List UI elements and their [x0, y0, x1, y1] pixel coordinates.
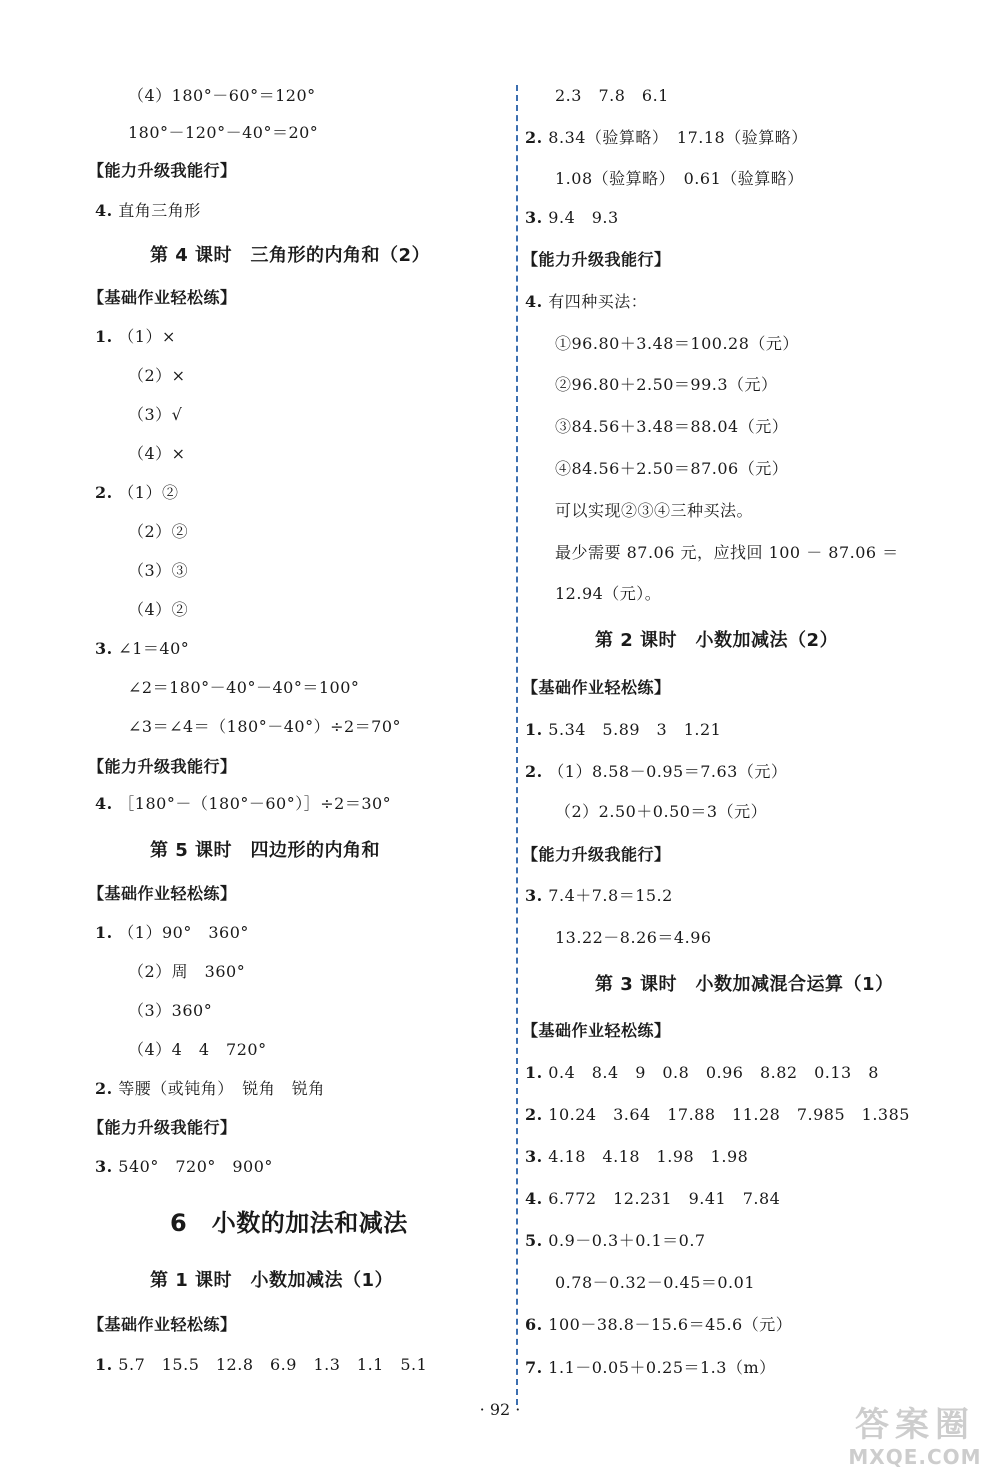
line-text: 等腰（或钝角） 锐角 锐角 [118, 1079, 325, 1098]
line-text: 13.22－8.26＝4.96 [555, 928, 712, 947]
line-text: 7.4＋7.8＝15.2 [548, 886, 673, 905]
answer-line [95, 638, 189, 660]
answer-line [555, 416, 788, 438]
line-text: （1）90° 360° [118, 923, 249, 942]
answer-line [95, 326, 176, 348]
answer-line [128, 599, 188, 621]
lesson-heading [150, 1270, 393, 1292]
line-text: ［180°－（180°－60°）］÷2＝30° [118, 794, 392, 813]
line-text: 2.3 7.8 6.1 [555, 86, 669, 105]
answer-line [128, 122, 318, 144]
line-text: 第 1 课时 小数加减法（1） [150, 1270, 394, 1291]
chapter-title [170, 1208, 408, 1238]
answer-line [128, 443, 186, 465]
answer-line [525, 127, 808, 149]
section-label [522, 1020, 671, 1042]
question-number: 4. [95, 201, 113, 220]
line-text: （3）360° [128, 1001, 213, 1020]
answer-line [128, 1000, 212, 1022]
line-text: 第 2 课时 小数加减法（2） [595, 630, 839, 651]
line-text: 【基础作业轻松练】 [88, 884, 237, 903]
lesson-heading [150, 840, 380, 862]
answer-line [128, 560, 188, 582]
answer-line [525, 1230, 706, 1252]
answer-line [95, 922, 249, 944]
line-text: 【基础作业轻松练】 [88, 1315, 237, 1334]
line-text: 【基础作业轻松练】 [522, 678, 671, 697]
answer-line [128, 404, 182, 426]
line-text: 4.18 4.18 1.98 1.98 [548, 1147, 749, 1166]
question-number: 1. [525, 1063, 543, 1082]
lesson-heading [595, 630, 838, 652]
column-divider [516, 85, 518, 1405]
line-text: ∠2＝180°－40°－40°＝100° [128, 678, 360, 697]
line-text: 10.24 3.64 17.88 11.28 7.985 1.385 [548, 1105, 910, 1124]
question-number: 2. [95, 483, 113, 502]
question-number: 3. [525, 208, 543, 227]
line-text: （3）√ [128, 405, 183, 424]
line-text: （4）× [128, 444, 186, 463]
answer-line [95, 793, 391, 815]
line-text: 540° 720° 900° [118, 1157, 273, 1176]
line-text: 最少需要 87.06 元，应找回 100 － 87.06 ＝ [555, 543, 899, 562]
line-text: 第 3 课时 小数加减混合运算（1） [595, 974, 894, 995]
answer-line [525, 1062, 879, 1084]
answer-line [128, 716, 401, 738]
answer-line [555, 583, 661, 605]
line-text: 0.9－0.3＋0.1＝0.7 [548, 1231, 706, 1250]
line-text: ④84.56＋2.50＝87.06（元） [555, 459, 789, 478]
line-text: （1）② [118, 483, 179, 502]
answer-line [95, 1156, 273, 1178]
line-text: 【能力升级我能行】 [88, 757, 237, 776]
line-text: （2）2.50＋0.50＝3（元） [555, 802, 768, 821]
section-label [88, 883, 237, 905]
line-text: 有四种买法： [548, 292, 648, 311]
answer-line [128, 521, 188, 543]
section-label [522, 677, 671, 699]
section-label [88, 756, 237, 778]
question-number: 1. [95, 923, 113, 942]
answer-line [525, 885, 673, 907]
answer-line [525, 291, 647, 313]
section-label [88, 1117, 237, 1139]
answer-line [555, 168, 804, 190]
answer-line [525, 1357, 776, 1379]
question-number: 3. [525, 1147, 543, 1166]
line-text: 可以实现②③④三种买法。 [555, 501, 754, 520]
line-text: 【能力升级我能行】 [522, 250, 671, 269]
line-text: 第 5 课时 四边形的内角和 [150, 840, 381, 861]
question-number: 5. [525, 1231, 543, 1250]
watermark-logo [840, 1405, 990, 1473]
answer-line [555, 374, 778, 396]
answer-line [555, 1272, 755, 1294]
answer-line [95, 1354, 427, 1376]
line-text: （2）× [128, 366, 186, 385]
answer-line [525, 1146, 748, 1168]
question-number: 4. [525, 292, 543, 311]
line-text: 9.4 9.3 [548, 208, 619, 227]
lesson-heading [595, 974, 894, 996]
question-number: 3. [95, 639, 113, 658]
lesson-heading [150, 245, 430, 267]
answer-line [555, 500, 753, 522]
line-text: （4）② [128, 600, 189, 619]
answer-line [525, 719, 721, 741]
answer-line [525, 1188, 780, 1210]
answer-line [128, 961, 245, 983]
question-number: 4. [95, 794, 113, 813]
answer-line [555, 85, 669, 107]
line-text: 1.1－0.05＋0.25＝1.3（m） [548, 1358, 776, 1377]
section-label [522, 844, 671, 866]
line-text: 第 4 课时 三角形的内角和（2） [150, 245, 431, 266]
section-label [88, 287, 237, 309]
answer-line [95, 482, 178, 504]
line-text: 直角三角形 [118, 201, 201, 220]
question-number: 6. [525, 1315, 543, 1334]
answer-line [555, 801, 767, 823]
line-text: （1）× [118, 327, 176, 346]
line-text: 0.4 8.4 9 0.8 0.96 8.82 0.13 8 [548, 1063, 879, 1082]
answer-line [525, 207, 619, 229]
page-number: · 92 · [479, 1400, 521, 1419]
line-text: 6.772 12.231 9.41 7.84 [548, 1189, 781, 1208]
question-number: 2. [525, 128, 543, 147]
line-text: ①96.80＋3.48＝100.28（元） [555, 334, 799, 353]
line-text: 100－38.8－15.6＝45.6（元） [548, 1315, 793, 1334]
line-text: ∠3＝∠4＝（180°－40°）÷2＝70° [128, 717, 402, 736]
line-text: （2）周 360° [128, 962, 246, 981]
answer-line [555, 542, 899, 564]
line-text: 【能力升级我能行】 [88, 161, 237, 180]
answer-line [525, 1104, 910, 1126]
line-text: （2）② [128, 522, 189, 541]
line-text: ③84.56＋3.48＝88.04（元） [555, 417, 789, 436]
question-number: 3. [525, 886, 543, 905]
line-text: （1）8.58－0.95＝7.63（元） [548, 762, 788, 781]
question-number: 2. [525, 1105, 543, 1124]
line-text: 180°－120°－40°＝20° [128, 123, 319, 142]
line-text: 5.34 5.89 3 1.21 [548, 720, 722, 739]
section-label [88, 1314, 237, 1336]
line-text: 【基础作业轻松练】 [522, 1021, 671, 1040]
line-text: 1.08（验算略） 0.61（验算略） [555, 169, 804, 188]
answer-line [95, 1078, 325, 1100]
answer-line [128, 85, 316, 107]
question-number: 3. [95, 1157, 113, 1176]
line-text: 【能力升级我能行】 [88, 1118, 237, 1137]
answer-line [555, 458, 788, 480]
question-number: 1. [95, 327, 113, 346]
question-number: 1. [95, 1355, 113, 1374]
line-text: 12.94（元）。 [555, 584, 662, 603]
answer-line [128, 677, 359, 699]
watermark-site: MXQE.COM [848, 1445, 982, 1469]
section-label [522, 249, 671, 271]
question-number: 2. [525, 762, 543, 781]
line-text: 0.78－0.32－0.45＝0.01 [555, 1273, 756, 1292]
line-text: 8.34（验算略） 17.18（验算略） [548, 128, 808, 147]
line-text: ②96.80＋2.50＝99.3（元） [555, 375, 778, 394]
line-text: 6 小数的加法和减法 [170, 1209, 408, 1237]
answer-line [128, 365, 186, 387]
watermark-logo-text: 答案圈 [855, 1405, 975, 1445]
question-number: 2. [95, 1079, 113, 1098]
answer-line [555, 333, 799, 355]
answer-line [95, 200, 201, 222]
section-label [88, 160, 237, 182]
line-text: （3）③ [128, 561, 189, 580]
answer-line [128, 1039, 267, 1061]
line-text: 【能力升级我能行】 [522, 845, 671, 864]
answer-line [525, 1314, 792, 1336]
answer-line [525, 761, 787, 783]
question-number: 7. [525, 1358, 543, 1377]
question-number: 1. [525, 720, 543, 739]
line-text: 【基础作业轻松练】 [88, 288, 237, 307]
line-text: 5.7 15.5 12.8 6.9 1.3 1.1 5.1 [118, 1355, 428, 1374]
line-text: ∠1＝40° [118, 639, 190, 658]
answer-line [555, 927, 712, 949]
question-number: 4. [525, 1189, 543, 1208]
line-text: （4）4 4 720° [128, 1040, 267, 1059]
line-text: （4）180°－60°＝120° [128, 86, 316, 105]
